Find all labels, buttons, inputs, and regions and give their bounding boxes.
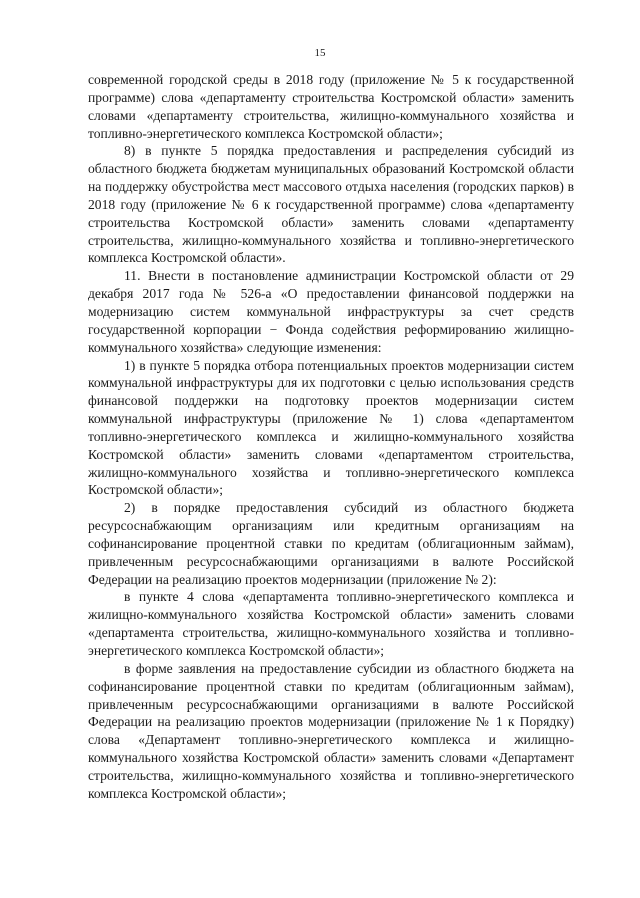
paragraph-application-form: в форме заявления на предоставление субсидии из областного бюджета на софинансирование процентной ставки по кредитам (облигационным займам), привлеченным ресурсоснабжающими организациями в валюте Российской Федерации на реализацию проектов модернизации (приложение № 1 к Порядку) слова «Департамент топливно-энергетического комплекса и жилищно-коммунального хозяйства Костромской области» заменить словами «Департамент строительства, жилищно-коммунального хозяйства и топливно-энергетического комплекса Костромской области»;	[88, 660, 574, 801]
paragraph-continuation: современной городской среды в 2018 году (приложение № 5 к государственной программе) слова «департаменту строительства Костромской области» заменить словами «департаменту строительства, жилищно-коммунального хозяйства и топливно-энергетического комплекса Костромской области»;	[88, 72, 574, 141]
paragraph-subitem-1: 1) в пункте 5 порядка отбора потенциальных проектов модернизации систем коммунальной инфраструктуры для их подготовки с целью использования средств финансовой поддержки на подготовку проектов модернизации систем коммунальной инфраструктуры (приложение № 1) слова «департаментом топливно-энергетического комплекса и жилищно-коммунального хозяйства Костромской области» заменить словами «департаментом строительства, жилищно-коммунального хозяйства и топливно-энергетического комплекса Костромской области»;	[88, 357, 574, 498]
paragraph-item-8: 8) в пункте 5 порядка предоставления и распределения субсидий из областного бюджета бюджетам муниципальных образований Костромской области на поддержку обустройства мест массового отдыха населения (городских парков) в 2018 году (приложение № 6 к государственной программе) слова «департаменту строительства Костромской области» заменить словами «департаменту строительства, жилищно-коммунального хозяйства и топливно-энергетического комплекса Костромской области».	[88, 143, 574, 266]
paragraph-section-11: 11. Внести в постановление администрации Костромской области от 29 декабря 2017 года № 526-а «О предоставлении финансовой поддержки на модернизацию систем коммунальной инфраструктуры за счет средств государственной корпорации − Фонда содействия реформированию жилищно-коммунального хозяйства» следующие изменения:	[88, 268, 574, 355]
paragraph-subitem-2: 2) в порядке предоставления субсидий из областного бюджета ресурсоснабжающим организациям или кредитным организациям на софинансирование процентной ставки по кредитам (облигационным займам), привлеченным ресурсоснабжающими организациями в валюте Российской Федерации на реализацию проектов модернизации (приложение № 2):	[88, 500, 574, 587]
document-body	[88, 71, 574, 803]
page-number: 15	[314, 47, 326, 59]
paragraph-point-4: в пункте 4 слова «департамента топливно-энергетического комплекса и жилищно-коммунального хозяйства Костромской области» заменить словами «департамента строительства, жилищно-коммунального хозяйства и топливно-энергетического комплекса Костромской области»;	[88, 589, 574, 658]
